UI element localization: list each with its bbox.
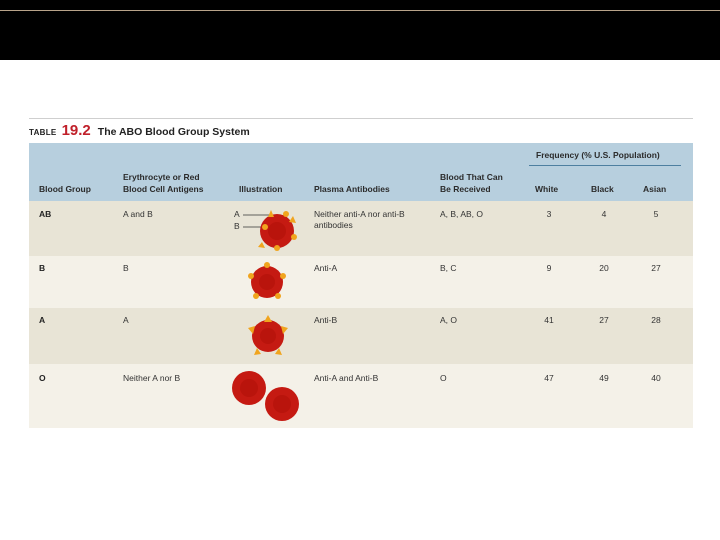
caption-rule: [29, 118, 693, 119]
cell-asian: 28: [651, 315, 661, 325]
red-cell-o-illustration: [230, 368, 302, 424]
table-row-b: [29, 256, 693, 308]
cell-asian: 5: [653, 209, 659, 219]
caption-table-label: TABLE: [29, 128, 57, 137]
cell-antibodies: Anti-B: [314, 315, 338, 325]
header-frequency: Frequency (% U.S. Population): [536, 150, 660, 160]
cell-black: 20: [599, 263, 609, 273]
cell-antibodies-line2: antibodies: [314, 220, 353, 230]
cell-group: AB: [39, 209, 52, 219]
cell-antigens: A: [123, 315, 129, 325]
table-row-o: [29, 364, 693, 428]
table-row-ab: [29, 201, 693, 256]
header-received-line2: Be Received: [440, 184, 491, 194]
header-white: White: [535, 184, 559, 194]
cell-black: 49: [599, 373, 609, 383]
cell-white: 3: [546, 209, 552, 219]
illustration-label-a: A: [234, 209, 240, 219]
red-cell-b-illustration: [246, 261, 290, 305]
cell-black: 27: [599, 315, 609, 325]
header-antigens-line2: Blood Cell Antigens: [123, 184, 204, 194]
header-plasma-antibodies: Plasma Antibodies: [314, 184, 390, 194]
cell-received: A, O: [440, 315, 458, 325]
cell-received: A, B, AB, O: [440, 209, 483, 219]
header-illustration: Illustration: [239, 184, 283, 194]
header-black: Black: [591, 184, 614, 194]
cell-antibodies: Anti-A and Anti-B: [314, 373, 379, 383]
top-accent-line: [0, 10, 720, 11]
cell-white: 9: [546, 263, 552, 273]
cell-white: 47: [544, 373, 554, 383]
abo-table: [29, 118, 693, 428]
header-antigens-line1: Erythrocyte or Red: [123, 172, 200, 182]
cell-antibodies: Anti-A: [314, 263, 338, 273]
cell-asian: 27: [651, 263, 661, 273]
table-caption: [29, 122, 250, 144]
red-cell-ab-illustration: [241, 203, 311, 253]
cell-group: A: [39, 315, 46, 325]
cell-asian: 40: [651, 373, 661, 383]
table-header: [29, 143, 693, 201]
illustration-label-b: B: [234, 221, 240, 231]
caption-table-title: The ABO Blood Group System: [97, 126, 250, 138]
cell-group: O: [39, 373, 46, 383]
cell-antigens: Neither A nor B: [123, 373, 181, 383]
header-received-line1: Blood That Can: [440, 172, 503, 182]
caption-table-number: 19.2: [61, 122, 91, 139]
red-cell-a-illustration: [246, 314, 292, 360]
header-asian: Asian: [643, 184, 667, 194]
header-blood-group: Blood Group: [39, 184, 91, 194]
cell-black: 4: [601, 209, 607, 219]
cell-antigens: A and B: [123, 209, 153, 219]
frequency-rule: [529, 165, 681, 166]
cell-received: B, C: [440, 263, 457, 273]
table-row-a: [29, 308, 693, 364]
cell-antigens: B: [123, 263, 129, 273]
cell-group: B: [39, 263, 46, 273]
cell-antibodies-line1: Neither anti-A nor anti-B: [314, 209, 405, 219]
top-black-bar: [0, 0, 720, 60]
cell-white: 41: [544, 315, 554, 325]
cell-received: O: [440, 373, 447, 383]
